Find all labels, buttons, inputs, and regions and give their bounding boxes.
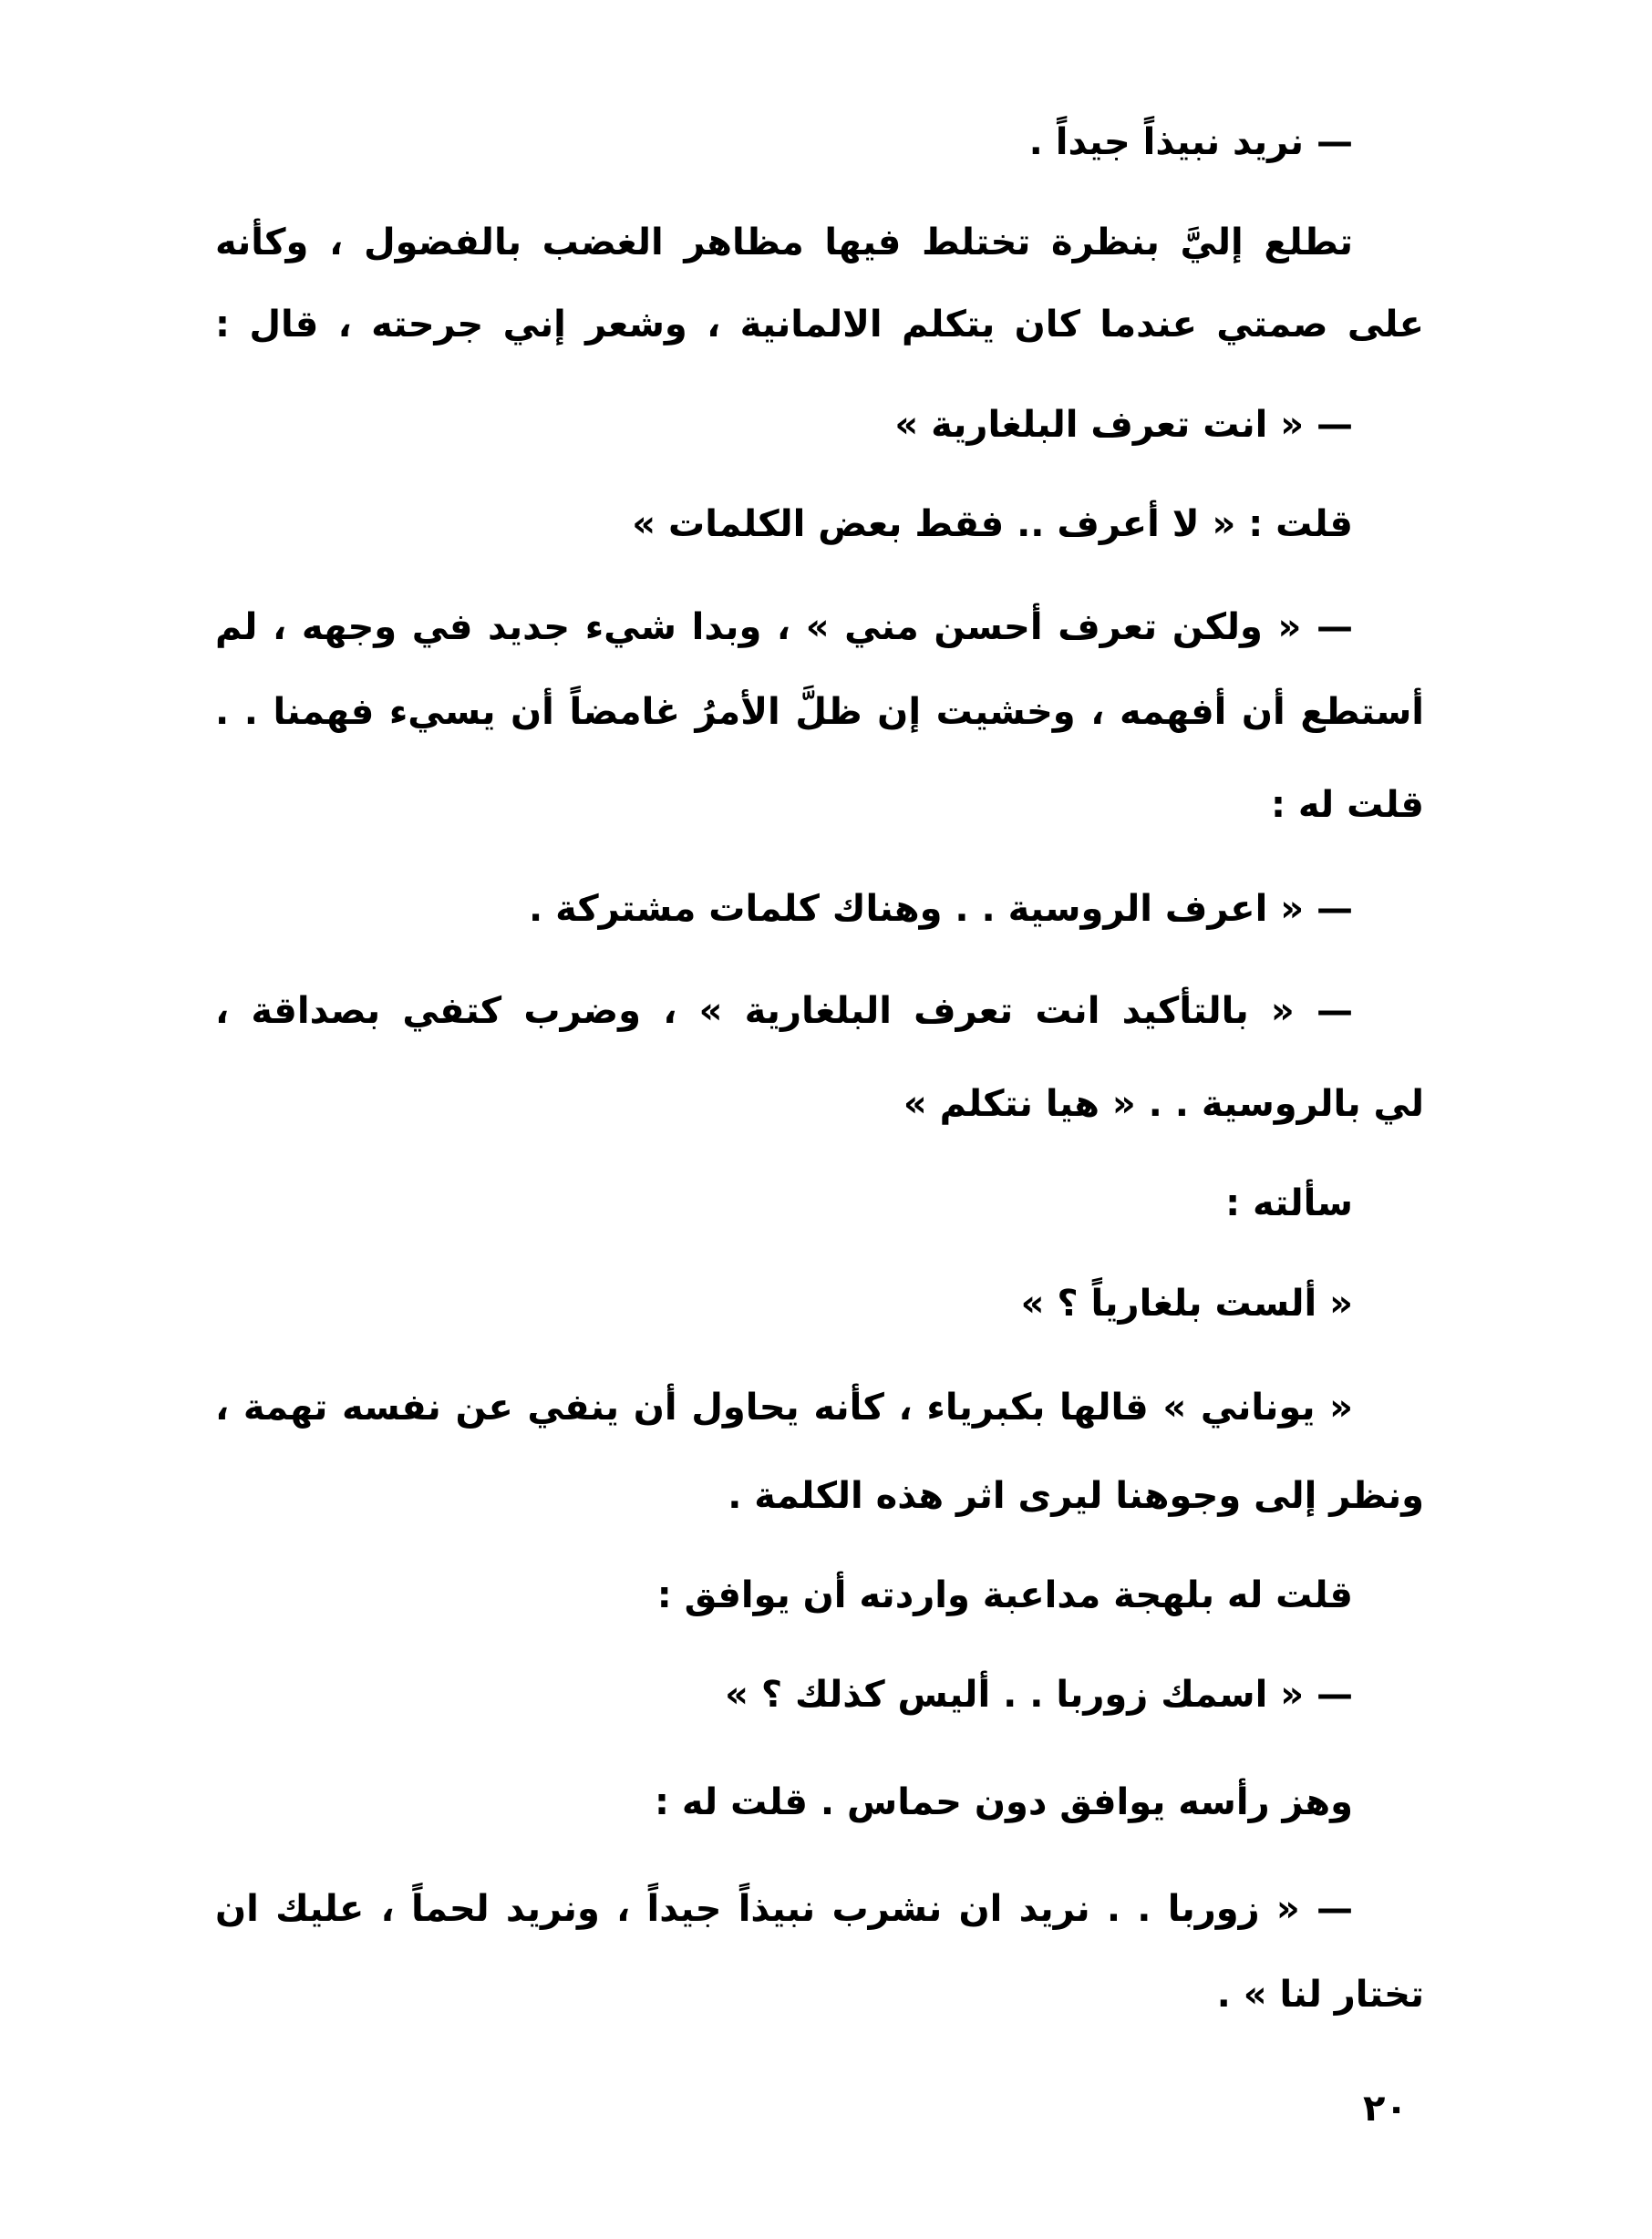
text-line: سألته : (1225, 1182, 1353, 1224)
text-line: — نريد نبيذاً جيداً . (1028, 121, 1353, 163)
text-line: « يوناني » قالها بكبرياء ، كأنه يحاول أن ينفي عن نفسه تهمة ، (215, 1387, 1353, 1429)
text-line: أستطع أن أفهمه ، وخشيت إن ظلَّ الأمرُ غامضاً أن يسيء فهمنا . . (215, 691, 1424, 733)
text-line: قلت له : (1271, 784, 1424, 826)
text-line: « ألست بلغارياً ؟ » (1020, 1283, 1353, 1325)
text-line: — « انت تعرف البلغارية » (894, 404, 1353, 446)
text-line: قلت : « لا أعرف .. فقط بعض الكلمات » (632, 503, 1353, 545)
text-line: قلت له بلهجة مداعبة واردته أن يوافق : (656, 1574, 1353, 1616)
text-line: وهز رأسه يوافق دون حماس . قلت له : (655, 1781, 1353, 1823)
text-line: — « زوربا . . نريد ان نشرب نبيذاً جيداً ، ونريد لحماً ، عليك ان (215, 1888, 1353, 1930)
text-line: لي بالروسية . . « هيا نتكلم » (903, 1083, 1424, 1125)
text-line: على صمتي عندما كان يتكلم الالمانية ، وشعر إني جرحته ، قال : (215, 304, 1424, 346)
text-line: تطلع إليَّ بنظرة تختلط فيها مظاهر الغضب بالفضول ، وكأنه (215, 222, 1353, 263)
text-line: — « اعرف الروسية . . وهناك كلمات مشتركة . (529, 888, 1353, 930)
page-number: ٢٠ (1363, 2088, 1408, 2130)
text-line: — « ولكن تعرف أحسن مني » ، وبدا شيء جديد في وجهه ، لم (215, 606, 1353, 648)
text-line: — « بالتأكيد انت تعرف البلغارية » ، وضرب كتفي بصداقة ، (215, 990, 1353, 1032)
text-line: تختار لنا » . (1216, 1974, 1424, 2016)
text-line: — « اسمك زوربا . . أليس كذلك ؟ » (725, 1674, 1353, 1716)
text-line: ونظر إلى وجوهنا ليرى اثر هذه الكلمة . (728, 1475, 1424, 1517)
